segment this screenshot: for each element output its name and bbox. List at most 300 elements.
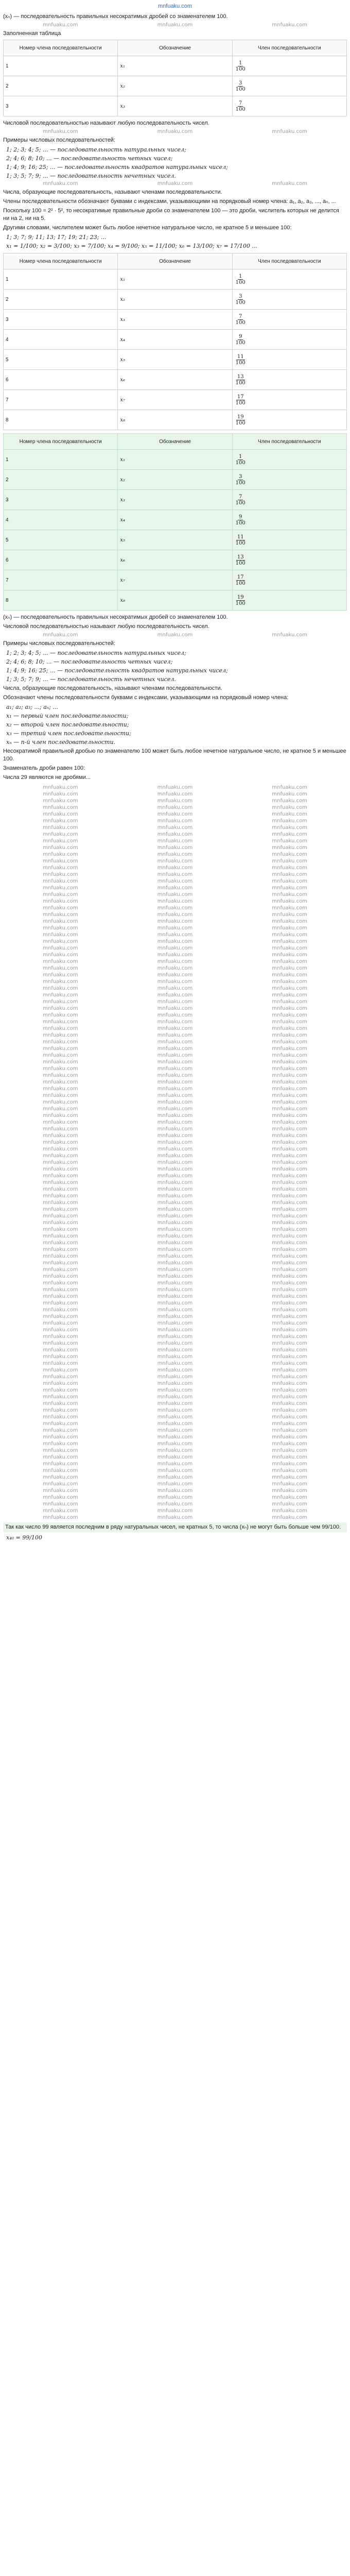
watermark: mnfuaku.com bbox=[272, 899, 307, 904]
watermark-row bbox=[3, 1401, 347, 1407]
watermark: mnfuaku.com bbox=[43, 805, 78, 810]
member-value bbox=[232, 470, 346, 490]
section-intro bbox=[3, 13, 347, 116]
watermark: mnfuaku.com bbox=[272, 1347, 307, 1353]
watermark: mnfuaku.com bbox=[272, 1086, 307, 1092]
watermark: mnfuaku.com bbox=[157, 845, 193, 851]
fraction bbox=[235, 374, 247, 386]
watermark: mnfuaku.com bbox=[43, 905, 78, 911]
fraction-numerator: 17 bbox=[237, 394, 244, 400]
fraction bbox=[235, 534, 247, 546]
watermark: mnfuaku.com bbox=[43, 838, 78, 844]
fraction bbox=[235, 414, 247, 426]
watermark: mnfuaku.com bbox=[157, 1133, 193, 1139]
watermark: mnfuaku.com bbox=[272, 22, 307, 28]
watermark: mnfuaku.com bbox=[272, 1280, 307, 1286]
example-item: 1; 4; 9; 16; 25; ... — последовательность квадратов натуральных чисел; bbox=[6, 164, 228, 171]
watermark: mnfuaku.com bbox=[43, 1146, 78, 1152]
watermark: mnfuaku.com bbox=[157, 1381, 193, 1386]
watermark-row bbox=[3, 979, 347, 985]
table-row bbox=[4, 330, 347, 350]
watermark-row bbox=[3, 1454, 347, 1461]
watermark-row bbox=[3, 1046, 347, 1052]
watermark: mnfuaku.com bbox=[157, 1421, 193, 1427]
watermark: mnfuaku.com bbox=[272, 1394, 307, 1400]
watermark-row bbox=[3, 1488, 347, 1494]
watermark: mnfuaku.com bbox=[43, 1287, 78, 1293]
watermark: mnfuaku.com bbox=[157, 1361, 193, 1366]
watermark: mnfuaku.com bbox=[43, 785, 78, 790]
answer-table bbox=[3, 433, 347, 611]
table-row bbox=[4, 310, 347, 330]
watermark-row bbox=[3, 858, 347, 865]
fraction-denominator: 100 bbox=[235, 380, 246, 386]
member-number: 7 bbox=[4, 570, 118, 590]
watermark: mnfuaku.com bbox=[157, 972, 193, 978]
watermark: mnfuaku.com bbox=[43, 1341, 78, 1346]
member-number: 8 bbox=[4, 590, 118, 611]
example-item: 1; 3; 5; 7; 9; ... — последовательность нечетных чисел. bbox=[6, 676, 176, 683]
watermark: mnfuaku.com bbox=[157, 129, 193, 134]
watermark: mnfuaku.com bbox=[272, 825, 307, 831]
fraction bbox=[235, 574, 247, 586]
member-value bbox=[232, 590, 346, 611]
watermark-row bbox=[3, 986, 347, 992]
member-symbol: x₄ bbox=[118, 510, 232, 530]
watermark: mnfuaku.com bbox=[157, 1327, 193, 1333]
watermark: mnfuaku.com bbox=[43, 632, 78, 638]
watermark-row bbox=[3, 1481, 347, 1487]
fraction-numerator: 19 bbox=[237, 594, 244, 600]
x-item: x₃ — третий член последовательности; bbox=[6, 730, 131, 737]
watermark-row bbox=[3, 1079, 347, 1086]
watermark-row bbox=[3, 925, 347, 931]
watermark: mnfuaku.com bbox=[272, 1300, 307, 1306]
watermark: mnfuaku.com bbox=[272, 1495, 307, 1500]
watermark: mnfuaku.com bbox=[272, 1046, 307, 1052]
watermark: mnfuaku.com bbox=[43, 1247, 78, 1252]
watermark: mnfuaku.com bbox=[43, 1381, 78, 1386]
fraction-denominator: 100 bbox=[235, 560, 246, 566]
fraction-numerator: 7 bbox=[239, 494, 242, 500]
watermark: mnfuaku.com bbox=[43, 1200, 78, 1206]
x-item: x₂ — второй член последовательности; bbox=[6, 721, 129, 728]
watermark: mnfuaku.com bbox=[43, 872, 78, 877]
watermark-row bbox=[3, 919, 347, 925]
watermark: mnfuaku.com bbox=[43, 1274, 78, 1279]
watermark: mnfuaku.com bbox=[272, 1193, 307, 1199]
watermark: mnfuaku.com bbox=[272, 818, 307, 824]
watermark-row bbox=[3, 892, 347, 898]
watermark: mnfuaku.com bbox=[157, 1099, 193, 1105]
x-item: xₙ — n-й член последовательности. bbox=[6, 739, 116, 745]
watermark: mnfuaku.com bbox=[43, 1086, 78, 1092]
part2-definition: Числовой последовательностью называют любую последовательность чисел. bbox=[3, 623, 209, 630]
watermark: mnfuaku.com bbox=[272, 959, 307, 964]
watermark-row bbox=[3, 1441, 347, 1447]
watermark: mnfuaku.com bbox=[157, 1414, 193, 1420]
watermark: mnfuaku.com bbox=[157, 992, 193, 998]
section-answer bbox=[3, 433, 347, 611]
watermark: mnfuaku.com bbox=[157, 925, 193, 931]
watermark: mnfuaku.com bbox=[43, 1488, 78, 1494]
fraction-denominator: 100 bbox=[235, 86, 246, 92]
watermark: mnfuaku.com bbox=[272, 1160, 307, 1165]
watermark-row bbox=[3, 1260, 347, 1266]
watermark: mnfuaku.com bbox=[157, 791, 193, 797]
watermark: mnfuaku.com bbox=[272, 1073, 307, 1078]
watermark-row bbox=[3, 1019, 347, 1025]
member-value bbox=[232, 370, 346, 390]
watermark: mnfuaku.com bbox=[157, 999, 193, 1005]
watermark: mnfuaku.com bbox=[157, 832, 193, 837]
watermark: mnfuaku.com bbox=[43, 1280, 78, 1286]
watermark: mnfuaku.com bbox=[272, 1247, 307, 1252]
watermark-row bbox=[3, 1233, 347, 1240]
table-row bbox=[4, 490, 347, 510]
watermark: mnfuaku.com bbox=[272, 1287, 307, 1293]
member-symbol: x₁ bbox=[118, 450, 232, 470]
watermark: mnfuaku.com bbox=[43, 22, 78, 28]
watermark: mnfuaku.com bbox=[157, 1374, 193, 1380]
watermark: mnfuaku.com bbox=[157, 1515, 193, 1520]
members-text: Числа, образующие последовательность, называют членами последовательности. bbox=[3, 189, 222, 195]
watermark: mnfuaku.com bbox=[43, 1387, 78, 1393]
watermark: mnfuaku.com bbox=[43, 972, 78, 978]
member-symbol: x₂ bbox=[118, 290, 232, 310]
watermark: mnfuaku.com bbox=[43, 1347, 78, 1353]
watermark: mnfuaku.com bbox=[157, 965, 193, 971]
watermark: mnfuaku.com bbox=[43, 798, 78, 804]
watermark: mnfuaku.com bbox=[157, 818, 193, 824]
fraction-numerator: 3 bbox=[239, 80, 242, 86]
watermark: mnfuaku.com bbox=[272, 852, 307, 857]
watermark: mnfuaku.com bbox=[43, 1414, 78, 1420]
fraction-denominator: 100 bbox=[235, 520, 246, 526]
watermark-row bbox=[3, 1073, 347, 1079]
watermark-row bbox=[3, 1428, 347, 1434]
watermark: mnfuaku.com bbox=[43, 181, 78, 187]
watermark: mnfuaku.com bbox=[157, 1032, 193, 1038]
watermark-row bbox=[3, 1006, 347, 1012]
watermark: mnfuaku.com bbox=[43, 1059, 78, 1065]
watermark-row bbox=[3, 1280, 347, 1286]
member-value bbox=[232, 269, 346, 290]
watermark: mnfuaku.com bbox=[157, 1488, 193, 1494]
watermark: mnfuaku.com bbox=[157, 798, 193, 804]
member-value bbox=[232, 450, 346, 470]
watermark: mnfuaku.com bbox=[272, 1039, 307, 1045]
watermark: mnfuaku.com bbox=[157, 1233, 193, 1239]
table-row bbox=[4, 390, 347, 410]
watermark: mnfuaku.com bbox=[272, 1153, 307, 1159]
watermark: mnfuaku.com bbox=[157, 1240, 193, 1246]
watermark-row bbox=[3, 972, 347, 978]
member-value bbox=[232, 350, 346, 370]
watermark-row bbox=[3, 1434, 347, 1440]
watermark: mnfuaku.com bbox=[43, 952, 78, 958]
watermark: mnfuaku.com bbox=[272, 1361, 307, 1366]
watermark: mnfuaku.com bbox=[43, 1307, 78, 1313]
watermark-row bbox=[3, 1287, 347, 1293]
table-caption: Заполненная таблица bbox=[3, 30, 61, 37]
watermark: mnfuaku.com bbox=[272, 1099, 307, 1105]
watermark: mnfuaku.com bbox=[272, 1187, 307, 1192]
watermark: mnfuaku.com bbox=[43, 825, 78, 831]
site-name[interactable]: mnfuaku.com bbox=[157, 3, 192, 9]
watermark: mnfuaku.com bbox=[157, 1468, 193, 1473]
member-value bbox=[232, 310, 346, 330]
watermark: mnfuaku.com bbox=[272, 1434, 307, 1440]
watermark: mnfuaku.com bbox=[272, 885, 307, 891]
watermark: mnfuaku.com bbox=[157, 22, 193, 28]
watermark: mnfuaku.com bbox=[43, 811, 78, 817]
member-symbol: x₈ bbox=[118, 590, 232, 611]
watermark: mnfuaku.com bbox=[157, 872, 193, 877]
watermark: mnfuaku.com bbox=[43, 1233, 78, 1239]
watermark: mnfuaku.com bbox=[272, 1106, 307, 1112]
watermark: mnfuaku.com bbox=[272, 1327, 307, 1333]
terms-line: x₁ = 1/100; x₂ = 3/100; x₃ = 7/100; x₄ = 9/100; x₅ = 11/100; x₆ = 13/100; x₇ = 17/100 ... bbox=[6, 243, 257, 249]
numerator-text: Другими словами, числителем может быть любое нечетное натуральное число, не кратное 5 и меньшее 100: bbox=[3, 225, 292, 231]
fraction-numerator: 13 bbox=[237, 374, 244, 380]
section-bottom bbox=[3, 1522, 347, 1541]
fraction-numerator: 7 bbox=[239, 100, 242, 106]
watermark: mnfuaku.com bbox=[43, 912, 78, 918]
fraction-denominator: 100 bbox=[235, 420, 246, 426]
fraction-denominator: 100 bbox=[235, 600, 246, 606]
watermark: mnfuaku.com bbox=[43, 919, 78, 924]
table-row bbox=[4, 290, 347, 310]
watermark-row bbox=[3, 965, 347, 972]
member-symbol: x₆ bbox=[118, 370, 232, 390]
watermark: mnfuaku.com bbox=[43, 1039, 78, 1045]
definition-text: Числовой последовательностью называют любую последовательность чисел. bbox=[3, 120, 209, 126]
fraction-denominator: 100 bbox=[235, 279, 246, 285]
watermark: mnfuaku.com bbox=[43, 959, 78, 964]
fraction bbox=[235, 314, 247, 326]
watermark-row bbox=[3, 878, 347, 885]
member-number: 2 bbox=[4, 290, 118, 310]
watermark-row bbox=[3, 1341, 347, 1347]
member-number: 2 bbox=[4, 470, 118, 490]
header-symbol: Обозначение bbox=[118, 40, 232, 56]
fraction bbox=[235, 554, 247, 566]
watermark: mnfuaku.com bbox=[43, 1220, 78, 1226]
table-header-row bbox=[4, 253, 347, 269]
watermark: mnfuaku.com bbox=[157, 1287, 193, 1293]
fraction bbox=[235, 474, 247, 486]
watermark: mnfuaku.com bbox=[157, 1394, 193, 1400]
watermark-row bbox=[3, 1361, 347, 1367]
fraction bbox=[235, 334, 247, 346]
fraction-numerator: 1 bbox=[239, 453, 242, 460]
watermark: mnfuaku.com bbox=[43, 1508, 78, 1514]
watermark: mnfuaku.com bbox=[157, 979, 193, 985]
watermark-row bbox=[3, 818, 347, 824]
watermark: mnfuaku.com bbox=[272, 1093, 307, 1098]
watermark: mnfuaku.com bbox=[272, 1053, 307, 1058]
table-row bbox=[4, 570, 347, 590]
watermark: mnfuaku.com bbox=[157, 1307, 193, 1313]
watermark: mnfuaku.com bbox=[157, 1086, 193, 1092]
watermark-row bbox=[3, 1421, 347, 1427]
watermark: mnfuaku.com bbox=[43, 1428, 78, 1433]
watermark-row bbox=[3, 1053, 347, 1059]
watermark: mnfuaku.com bbox=[272, 1428, 307, 1433]
watermark: mnfuaku.com bbox=[43, 1448, 78, 1453]
watermark: mnfuaku.com bbox=[43, 845, 78, 851]
watermark-row bbox=[3, 129, 347, 135]
watermark-row bbox=[3, 1153, 347, 1159]
member-number: 6 bbox=[4, 370, 118, 390]
watermark: mnfuaku.com bbox=[43, 791, 78, 797]
watermark-row bbox=[3, 1213, 347, 1219]
watermark: mnfuaku.com bbox=[157, 1441, 193, 1447]
watermark: mnfuaku.com bbox=[43, 1046, 78, 1052]
watermark-row bbox=[3, 1267, 347, 1273]
watermark-row bbox=[3, 811, 347, 818]
watermark: mnfuaku.com bbox=[272, 1401, 307, 1406]
member-value bbox=[232, 490, 346, 510]
watermark: mnfuaku.com bbox=[43, 1213, 78, 1219]
watermark: mnfuaku.com bbox=[157, 1508, 193, 1514]
watermark: mnfuaku.com bbox=[272, 865, 307, 871]
watermark: mnfuaku.com bbox=[157, 1193, 193, 1199]
watermark: mnfuaku.com bbox=[272, 1274, 307, 1279]
watermark: mnfuaku.com bbox=[272, 811, 307, 817]
watermark: mnfuaku.com bbox=[272, 1421, 307, 1427]
watermark-row bbox=[3, 945, 347, 952]
fraction-numerator: 7 bbox=[239, 313, 242, 319]
member-number: 1 bbox=[4, 269, 118, 290]
watermark: mnfuaku.com bbox=[157, 1019, 193, 1025]
watermark: mnfuaku.com bbox=[43, 1367, 78, 1373]
watermark-row bbox=[3, 939, 347, 945]
watermark: mnfuaku.com bbox=[272, 1468, 307, 1473]
watermark-row bbox=[3, 785, 347, 791]
watermark: mnfuaku.com bbox=[157, 1300, 193, 1306]
member-symbol: x₁ bbox=[118, 56, 232, 76]
watermark-row bbox=[3, 1086, 347, 1092]
watermark: mnfuaku.com bbox=[43, 1515, 78, 1520]
watermark: mnfuaku.com bbox=[157, 1053, 193, 1058]
member-value bbox=[232, 570, 346, 590]
watermark-row bbox=[3, 838, 347, 844]
watermark: mnfuaku.com bbox=[157, 805, 193, 810]
part2-notation: Обозначают члены последовательности буквами с индексами, указывающими на порядковый номер члена: bbox=[3, 694, 289, 701]
watermark: mnfuaku.com bbox=[43, 1193, 78, 1199]
fraction-denominator: 100 bbox=[235, 106, 246, 112]
watermark: mnfuaku.com bbox=[272, 1032, 307, 1038]
watermark: mnfuaku.com bbox=[43, 965, 78, 971]
watermark-row bbox=[3, 932, 347, 938]
part2-denominator: Знаменатель дроби равен 100: bbox=[3, 765, 85, 771]
watermark: mnfuaku.com bbox=[43, 1253, 78, 1259]
part2-fraction-text: Несократимой правильной дробью по знаменателю 100 может быть любое нечетное натуральное число, не кратное 5 и меньшее 100. bbox=[3, 748, 346, 762]
watermark-row bbox=[3, 1173, 347, 1179]
watermark: mnfuaku.com bbox=[43, 129, 78, 134]
watermark: mnfuaku.com bbox=[272, 785, 307, 790]
watermark: mnfuaku.com bbox=[272, 129, 307, 134]
site-header[interactable] bbox=[3, 2, 347, 11]
watermark: mnfuaku.com bbox=[43, 1327, 78, 1333]
member-value bbox=[232, 76, 346, 96]
watermark: mnfuaku.com bbox=[43, 1320, 78, 1326]
watermark: mnfuaku.com bbox=[272, 905, 307, 911]
watermark: mnfuaku.com bbox=[43, 1481, 78, 1487]
watermark: mnfuaku.com bbox=[272, 1461, 307, 1467]
watermark: mnfuaku.com bbox=[272, 1408, 307, 1413]
member-symbol: x₂ bbox=[118, 76, 232, 96]
watermark: mnfuaku.com bbox=[157, 1247, 193, 1252]
examples-title: Примеры числовых последовательностей: bbox=[3, 137, 116, 143]
watermark: mnfuaku.com bbox=[157, 785, 193, 790]
member-value bbox=[232, 330, 346, 350]
watermark: mnfuaku.com bbox=[43, 1066, 78, 1072]
watermark: mnfuaku.com bbox=[43, 1120, 78, 1125]
member-number: 3 bbox=[4, 490, 118, 510]
watermark-row bbox=[3, 1207, 347, 1213]
notation-text: Члены последовательности обозначают буквами с индексами, указывающими на порядковый номер члена: a₁, a₂, a₃, ..., aₙ, ... bbox=[3, 198, 336, 205]
watermark: mnfuaku.com bbox=[157, 1461, 193, 1467]
example-item: 1; 2; 3; 4; 5; ... — последовательность натуральных чисел; bbox=[6, 146, 186, 153]
watermark-row bbox=[3, 1327, 347, 1333]
watermark: mnfuaku.com bbox=[272, 181, 307, 187]
member-symbol: x₆ bbox=[118, 550, 232, 570]
member-symbol: x₅ bbox=[118, 530, 232, 550]
watermark: mnfuaku.com bbox=[272, 1260, 307, 1266]
watermark-row bbox=[3, 1347, 347, 1353]
watermark: mnfuaku.com bbox=[157, 1253, 193, 1259]
watermark: mnfuaku.com bbox=[43, 1012, 78, 1018]
watermark: mnfuaku.com bbox=[272, 1120, 307, 1125]
watermark: mnfuaku.com bbox=[43, 1314, 78, 1319]
watermark: mnfuaku.com bbox=[157, 1260, 193, 1266]
watermark: mnfuaku.com bbox=[272, 1126, 307, 1132]
watermark: mnfuaku.com bbox=[157, 1140, 193, 1145]
watermark: mnfuaku.com bbox=[272, 1213, 307, 1219]
watermark: mnfuaku.com bbox=[157, 1495, 193, 1500]
watermark: mnfuaku.com bbox=[43, 1361, 78, 1366]
watermark: mnfuaku.com bbox=[272, 1354, 307, 1360]
fraction-denominator: 100 bbox=[235, 66, 246, 72]
watermark: mnfuaku.com bbox=[157, 1160, 193, 1165]
member-symbol: x₈ bbox=[118, 410, 232, 430]
watermark: mnfuaku.com bbox=[157, 1106, 193, 1112]
member-number: 3 bbox=[4, 310, 118, 330]
watermark: mnfuaku.com bbox=[43, 1501, 78, 1507]
watermark: mnfuaku.com bbox=[157, 1187, 193, 1192]
section-part-2 bbox=[3, 614, 347, 782]
fraction-denominator: 100 bbox=[235, 480, 246, 486]
watermark-row bbox=[3, 1220, 347, 1226]
watermark: mnfuaku.com bbox=[157, 1173, 193, 1179]
watermark-row bbox=[3, 1294, 347, 1300]
watermark: mnfuaku.com bbox=[157, 952, 193, 958]
example-item: 2; 4; 6; 8; 10; ... — последовательность четных чисел; bbox=[6, 658, 173, 665]
watermark-row bbox=[3, 1274, 347, 1280]
watermark: mnfuaku.com bbox=[272, 1233, 307, 1239]
watermark: mnfuaku.com bbox=[43, 1227, 78, 1232]
watermark: mnfuaku.com bbox=[272, 1253, 307, 1259]
watermark: mnfuaku.com bbox=[43, 1475, 78, 1480]
watermark: mnfuaku.com bbox=[43, 1073, 78, 1078]
member-value bbox=[232, 410, 346, 430]
watermark: mnfuaku.com bbox=[272, 845, 307, 851]
watermark: mnfuaku.com bbox=[157, 1408, 193, 1413]
watermark: mnfuaku.com bbox=[43, 1032, 78, 1038]
